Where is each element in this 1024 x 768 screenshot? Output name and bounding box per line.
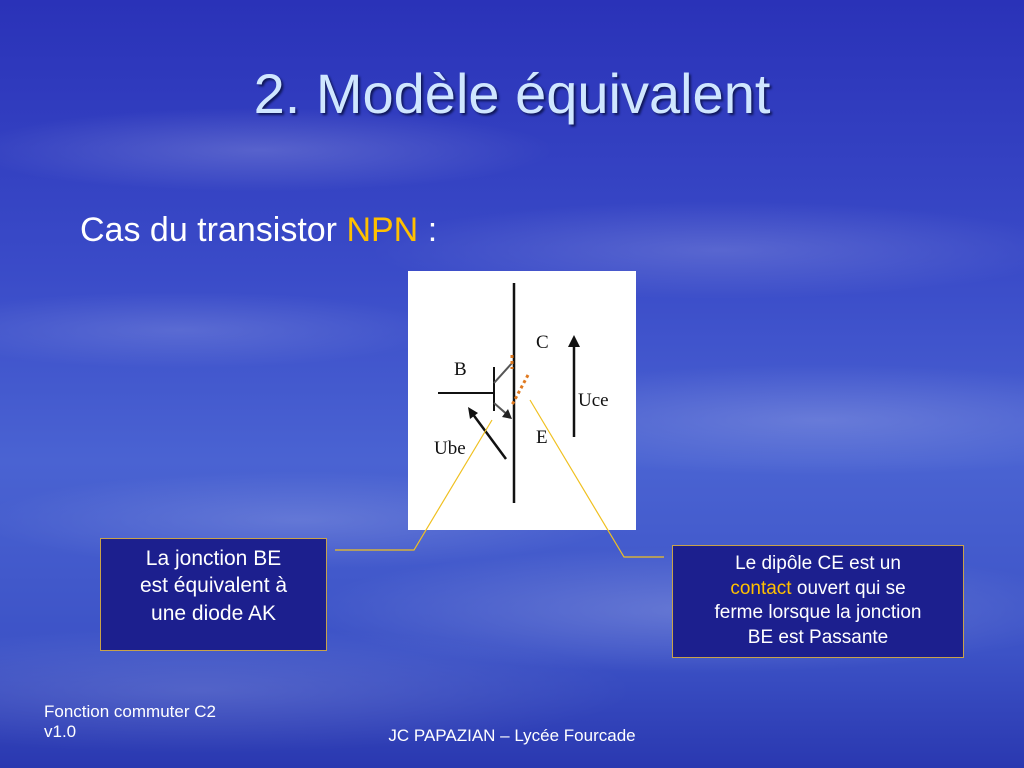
callout-right-after-highlight: ouvert qui se	[791, 577, 906, 599]
callout-ce-dipole	[672, 545, 964, 658]
label-e: E	[536, 427, 548, 448]
callout-right-line2	[681, 577, 955, 602]
subtitle-prefix: Cas du transistor	[80, 211, 347, 249]
callout-left-line2: est équivalent à	[139, 574, 288, 598]
callout-contact-highlight: contact	[730, 577, 792, 599]
slide-title: 2. Modèle équivalent	[253, 62, 771, 125]
callout-right-line1: Le dipôle CE est un	[735, 553, 901, 574]
ube-arrow-line	[472, 413, 506, 459]
transistor-diagram	[408, 271, 636, 530]
callout-be-junction	[100, 538, 327, 651]
subtitle-npn-highlight: NPN	[346, 211, 419, 249]
label-uce: Uce	[578, 390, 609, 411]
collector-arm	[494, 363, 512, 383]
footer-author: JC PAPAZIAN – Lycée Fourcade	[388, 726, 636, 745]
footer-version: v1.0	[44, 722, 77, 742]
uce-arrowhead	[568, 335, 580, 347]
label-c: C	[536, 332, 549, 353]
callout-left-line3: une diode AK	[151, 601, 276, 625]
callout-left-line1: La jonction BE	[145, 547, 282, 570]
label-ube: Ube	[434, 438, 466, 459]
subtitle	[80, 210, 437, 251]
callout-right-line3: ferme lorsque la jonction	[714, 602, 922, 624]
footer-course: Fonction commuter C2	[44, 702, 216, 721]
callout-right-line4: BE est Passante	[747, 627, 889, 649]
subtitle-suffix: :	[418, 211, 438, 249]
transistor-diagram-svg	[408, 271, 636, 530]
label-b: B	[454, 359, 467, 380]
